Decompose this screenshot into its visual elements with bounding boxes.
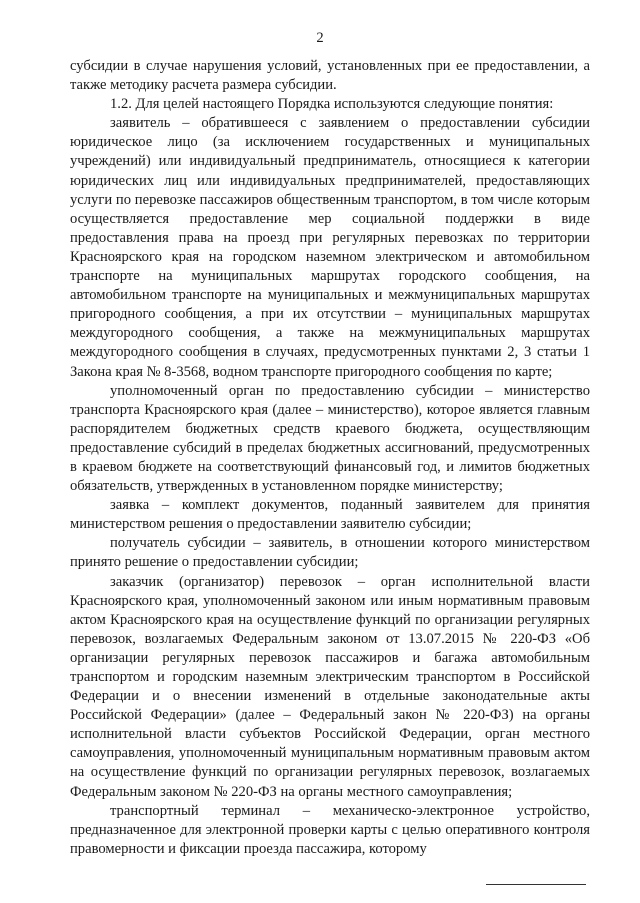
paragraph-customer-definition: заказчик (организатор) перевозок – орган исполнительной власти Красноярского края, уполномоченный законом или иным нормативным правовым актом Красноярского края на осуществление функций по организации регулярных перевозок, возлагаемых Федеральным законом от 13.07.2015 № 220-ФЗ «Об организации регулярных перевозок пассажиров и багажа автомобильным транспортом и городским наземным электрическим транспортом в Российской Федерации и о внесении изменений в отдельные законодательные акты Российской Федерации» (далее – Федеральный закон № 220-ФЗ) на органы исполнительной власти субъектов Российской Федерации, орган местного самоуправления, уполномоченный муниципальным нормативным правовым актом на осуществление функций по организации регулярных перевозок, возлагаемых Федеральным законом № 220-ФЗ на органы местного самоуправления; xyxy=(70,573,590,800)
paragraph-continuation: субсидии в случае нарушения условий, установленных при ее предоставлении, а также методику расчета размера субсидии. xyxy=(70,58,590,94)
document-body xyxy=(70,57,590,859)
page-number: 2 xyxy=(316,30,324,46)
paragraph-authorized-body-definition: уполномоченный орган по предоставлению субсидии – министерство транспорта Красноярского края (далее – министерство), которое является главным распорядителем бюджетных средств краевого бюджета, осуществляющим предоставление субсидий в пределах бюджетных ассигнований, предусмотренных в краевом бюджете на соответствующий финансовый год, и лимитов бюджетных обязательств, утвержденных в установленном порядке министерству; xyxy=(70,382,590,495)
footer-divider xyxy=(486,884,586,885)
paragraph-application-definition: заявка – комплект документов, поданный заявителем для принятия министерством решения о предоставлении заявителю субсидии; xyxy=(70,497,590,533)
paragraph-terminal-definition: транспортный терминал – механическо-электронное устройство, предназначенное для электронной проверки карты с целью оперативного контроля правомерности и фиксации проезда пассажира, которому xyxy=(70,802,590,857)
paragraph-applicant-definition: заявитель – обратившееся с заявлением о предоставлении субсидии юридическое лицо (за исключением государственных и муниципальных учреждений) или индивидуальный предприниматель, относящиеся к категории юридических лиц или индивидуальных предпринимателей, предоставляющих услуги по перевозке пассажиров общественным транспортом, в том числе которым осуществляется предоставление мер социальной поддержки в виде предоставления права на проезд при регулярных перевозках по территории Красноярского края на городском наземном электрическом и автомобильном транспорте на муниципальных маршрутах городского сообщения, на автомобильном транспорте на муниципальных и межмуниципальных маршрутах пригородного сообщения, а при их отсутствии – муниципальных маршрутах междугородного сообщения, а также на межмуниципальных маршрутах междугородного сообщения в случаях, предусмотренных пунктами 2, 3 статьи 1 Закона края № 8-3568, водном транспорте пригородного сообщения по карте; xyxy=(70,115,590,380)
paragraph-section-heading: 1.2. Для целей настоящего Порядка используются следующие понятия: xyxy=(110,96,554,113)
paragraph-recipient-definition: получатель субсидии – заявитель, в отношении которого министерством принято решение о предоставлении субсидии; xyxy=(70,535,590,571)
